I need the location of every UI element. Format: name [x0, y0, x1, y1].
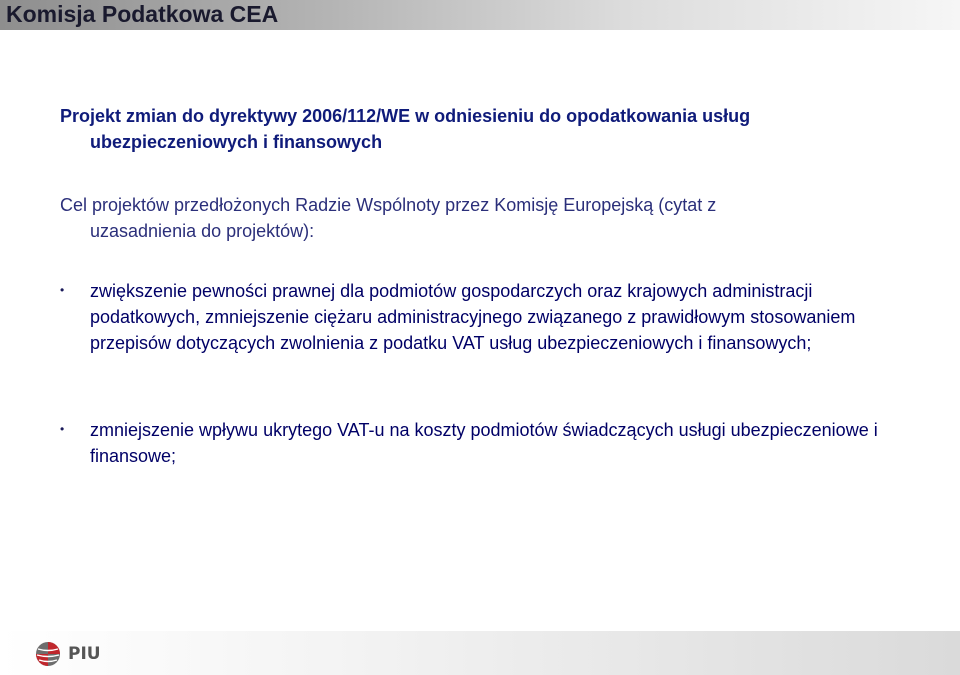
bullet-icon: •	[60, 422, 65, 436]
header-bar	[0, 0, 960, 30]
bullet-text: zmniejszenie wpływu ukrytego VAT-u na koszty podmiotów świadczących usługi ubezpieczeniowe i finansowe;	[90, 420, 878, 466]
bullet-icon: •	[60, 283, 65, 297]
list-item	[60, 417, 920, 469]
footer-bar	[0, 631, 960, 675]
subtitle-line-1: Projekt zmian do dyrektywy 2006/112/WE w odniesieniu do opodatkowania usług	[60, 106, 751, 126]
slide-subtitle	[60, 103, 920, 155]
list-item	[60, 278, 920, 356]
piu-globe-icon	[34, 640, 64, 668]
piu-logo	[34, 640, 101, 668]
intro-line-2: uzasadnienia do projektów):	[90, 221, 315, 241]
intro-paragraph	[60, 192, 920, 244]
page-title: Komisja Podatkowa CEA	[6, 1, 279, 27]
intro-line-1: Cel projektów przedłożonych Radzie Wspólnoty przez Komisję Europejską (cytat z	[60, 195, 717, 215]
logo-text: PIU	[68, 644, 101, 664]
bullet-list-1	[60, 278, 920, 356]
bullet-text: zwiększenie pewności prawnej dla podmiotów gospodarczych oraz krajowych administracji podatkowych, zmniejszenie ciężaru administracyjnego związanego z prawidłowym stosowaniem przepisów dotyczących zwolnienia z podatku VAT usług ubezpieczeniowych i finansowych;	[90, 281, 856, 353]
subtitle-line-2: ubezpieczeniowych i finansowych	[90, 132, 383, 152]
bullet-list-2	[60, 417, 920, 469]
